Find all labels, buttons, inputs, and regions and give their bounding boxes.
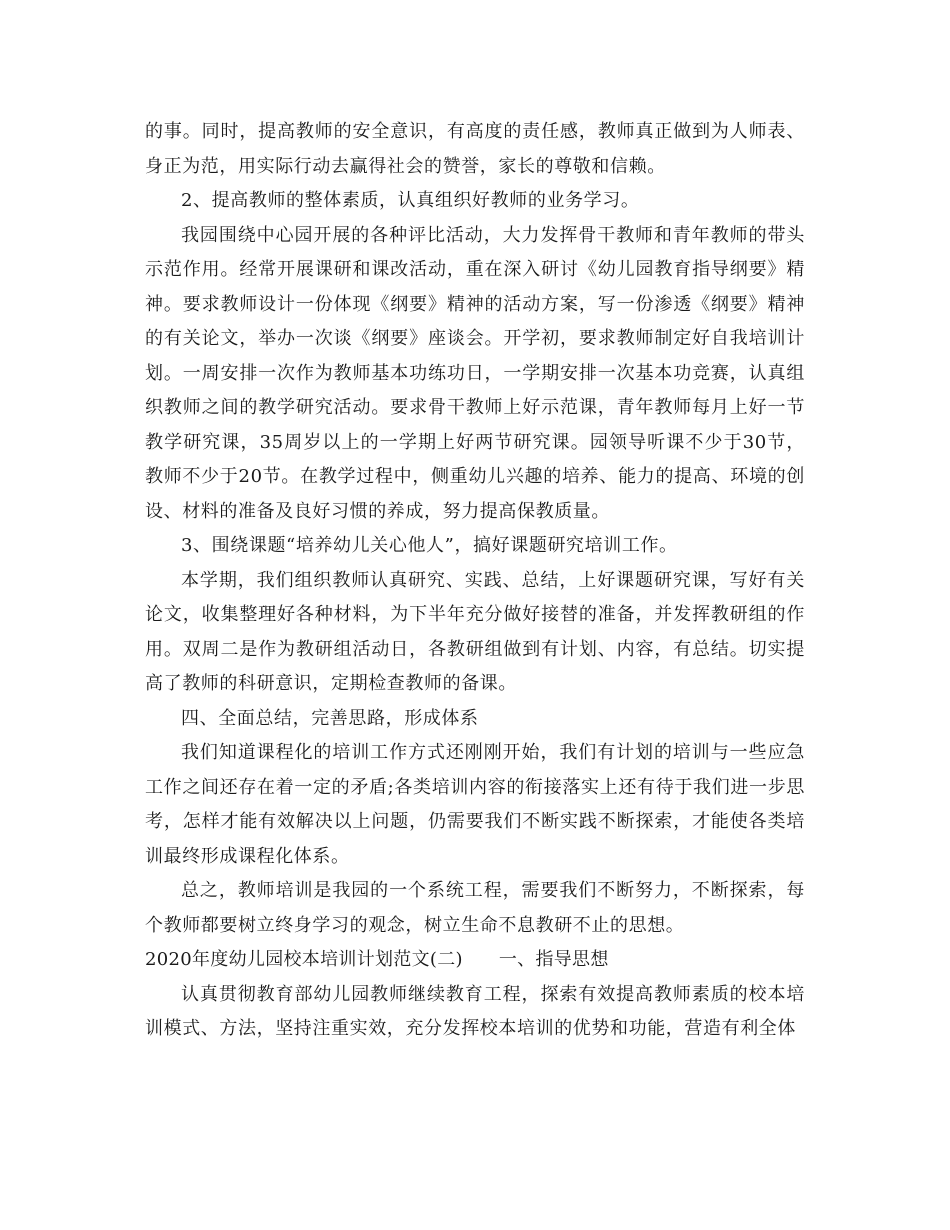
paragraph-research: 本学期，我们组织教师认真研究、实践、总结，上好课题研究课，写好有关论文，收集整理好各种材料，为下半年充分做好接替的准备，并发挥教研组的作用。双周二是作为教研组活动日，各教研组做到有计划、内容，有总结。切实提高了教师的科研意识，定期检查教师的备课。 [145, 569, 805, 694]
paragraph-summary: 我们知道课程化的培训工作方式还刚刚开始，我们有计划的培训与一些应急工作之间还存在着一定的矛盾;各类培训内容的衔接落实上还有待于我们进一步思考，怎样才能有效解决以上问题，仍需要我们不断实践不断探索，才能使各类培训最终形成课程化体系。 [145, 742, 805, 867]
section-heading-4: 四、全面总结，完善思路，形成体系 [181, 707, 479, 729]
subheading-2: 2、提高教师的整体素质，认真组织好教师的业务学习。 [181, 190, 640, 211]
paragraph-study: 我园围绕中心园开展的各种评比活动，大力发挥骨干教师和青年教师的带头示范作用。经常开展课研和课改活动，重在深入研讨《幼儿园教育指导纲要》精神。要求教师设计一份体现《纲要》精神的活动方案，写一份渗透《纲要》精神的有关论文，举办一次谈《纲要》座谈会。开学初，要求教师制定好自我培训计划。一周安排一次作为教师基本功练功日，一学期安排一次基本功竞赛，认真组织教师之间的教学研究活动。要求骨干教师上好示范课，青年教师每月上好一节教学研究课，35周岁以上的一学期上好两节研究课。园领导听课不少于30节，教师不少于20节。在教学过程中，侧重幼儿兴趣的培养、能力的提高、环境的创设、材料的准备及良好习惯的养成，努力提高保教质量。 [145, 224, 805, 522]
paragraph-guiding: 认真贯彻教育部幼儿园教师继续教育工程，探索有效提高教师素质的校本培训模式、方法，坚持注重实效，充分发挥校本培训的优势和功能，营造有利全体 [145, 983, 805, 1039]
section-heading-guiding: 一、指导思想 [498, 949, 609, 970]
document-body [145, 115, 805, 1047]
subheading-3: 3、围绕课题“培养幼儿关心他人”，搞好课题研究培训工作。 [181, 535, 678, 556]
document-title: 2020年度幼儿园校本培训计划范文(二) [145, 949, 463, 970]
paragraph-conclusion: 总之，教师培训是我园的一个系统工程，需要我们不断努力，不断探索，每个教师都要树立终身学习的观念，树立生命不息教研不止的思想。 [145, 880, 805, 936]
document-title-line [145, 943, 805, 978]
paragraph-continuation: 的事。同时，提高教师的安全意识，有高度的责任感，教师真正做到为人师表、身正为范，用实际行动去赢得社会的赞誉，家长的尊敬和信赖。 [145, 121, 805, 177]
